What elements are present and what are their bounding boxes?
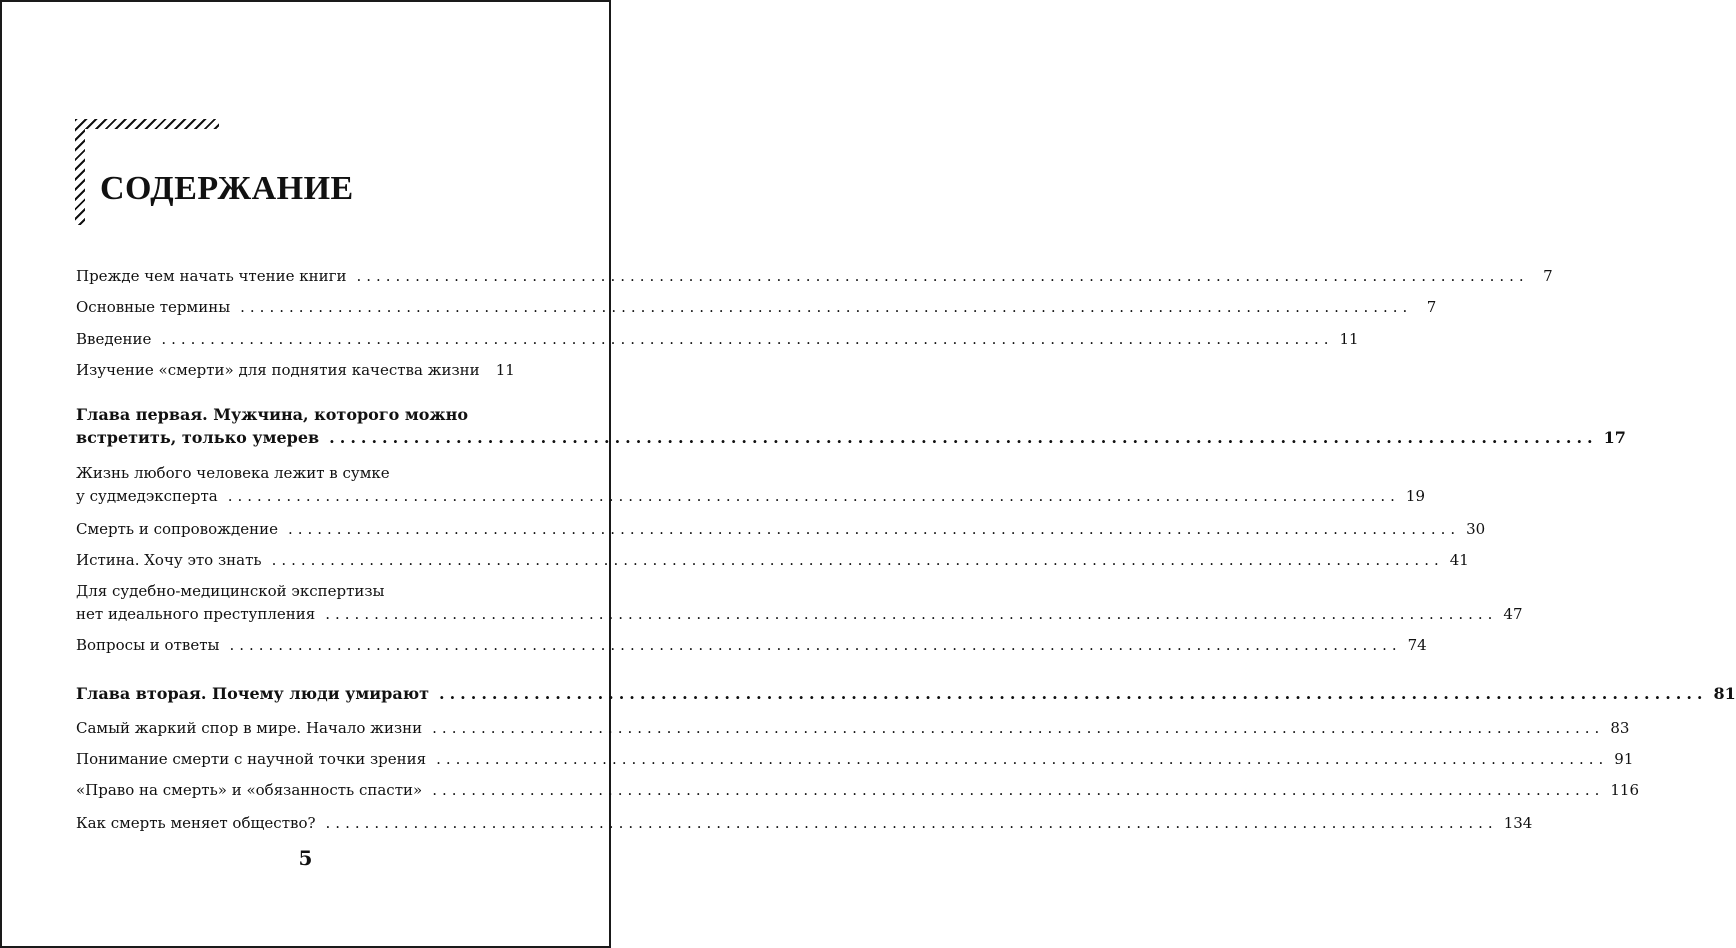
toc-page-number: 7 <box>1543 267 1553 285</box>
toc-entry-title: Истина. Хочу это знать <box>76 551 262 569</box>
leader-dots: ........................................................................................................................ <box>325 605 1498 623</box>
page-number: 5 <box>298 846 313 870</box>
leader-dots: ........................................................................................................................ <box>432 719 1605 737</box>
leader-dots: ........................................................................................................................ <box>325 814 1498 832</box>
toc-entry[interactable] <box>76 296 1437 319</box>
toc-entry[interactable] <box>76 748 1634 771</box>
toc-page-number: 116 <box>1610 781 1639 799</box>
leader-dots: ........................................................................................................................ <box>227 487 1400 505</box>
toc-entry[interactable] <box>76 779 1639 802</box>
toc-entry[interactable] <box>76 462 1425 508</box>
page-title: СОДЕРЖАНИЕ <box>100 170 354 207</box>
toc-entry[interactable] <box>76 717 1630 740</box>
toc-entry-title: встретить, только умерев <box>76 428 320 447</box>
toc-entry-title: Понимание смерти с научной точки зрения <box>76 750 427 768</box>
decorative-hatch-left <box>75 119 85 225</box>
leader-dots: ........................................................................................................................ <box>240 298 1413 316</box>
toc-page-number: 83 <box>1610 719 1630 737</box>
toc-entry[interactable] <box>76 328 1359 351</box>
toc-entry-title-line: Глава первая. Мужчина, которого можно <box>76 405 469 424</box>
toc-entry-title: Смерть и сопровождение <box>76 520 278 538</box>
toc-page-number: 19 <box>1405 487 1425 505</box>
toc-entry[interactable] <box>76 518 1486 541</box>
toc-entry-title: Прежде чем начать чтение книги <box>76 267 347 285</box>
toc-page-number: 17 <box>1603 428 1626 447</box>
leader-dots: ........................................................................................................................ <box>161 330 1334 348</box>
leader-dots: ........................................................................................................................ <box>439 684 1708 703</box>
toc-page-number: 74 <box>1407 636 1427 654</box>
toc-chapter-entry[interactable] <box>76 403 1626 449</box>
toc-entry-title: Самый жаркий спор в мире. Начало жизни <box>76 719 423 737</box>
toc-entry-title: нет идеального преступления <box>76 605 316 623</box>
toc-entry[interactable] <box>76 265 1553 288</box>
toc-entry[interactable] <box>76 359 515 382</box>
leader-dots: ........................................................................................................................ <box>436 750 1609 768</box>
toc-page-number: 30 <box>1466 520 1486 538</box>
toc-entry-title: Как смерть меняет общество? <box>76 814 316 832</box>
leader-dots: ........................................................................................................................ <box>271 551 1444 569</box>
toc-entry-title: Изучение «смерти» для поднятия качества жизни <box>76 361 480 379</box>
toc-page-number: 11 <box>1339 330 1359 348</box>
toc-entry[interactable] <box>76 812 1533 835</box>
toc-page-number: 47 <box>1503 605 1523 623</box>
leader-dots: ........................................................................................................................ <box>329 428 1598 447</box>
toc-page-number: 41 <box>1449 551 1469 569</box>
leader-dots: ........................................................................................................................ <box>432 781 1605 799</box>
toc-entry[interactable] <box>76 549 1469 572</box>
toc-entry-title: «Право на смерть» и «обязанность спасти» <box>76 781 423 799</box>
leader-dots: ........................................................................................................................ <box>229 636 1402 654</box>
toc-entry-title: Основные термины <box>76 298 231 316</box>
toc-entry-title-line: Для судебно-медицинской экспертизы <box>76 582 385 600</box>
toc-entry-title: Вопросы и ответы <box>76 636 220 654</box>
toc-page-number: 91 <box>1614 750 1634 768</box>
toc-entry[interactable] <box>76 580 1523 626</box>
toc-entry[interactable] <box>76 634 1427 657</box>
toc-entry-title: Введение <box>76 330 152 348</box>
toc-page-number: 11 <box>495 361 515 379</box>
toc-entry-title: у судмедэксперта <box>76 487 218 505</box>
toc-page-number: 7 <box>1426 298 1437 316</box>
toc-page-number: 134 <box>1503 814 1533 832</box>
toc-entry-title-line: Жизнь любого человека лежит в сумке <box>76 464 390 482</box>
decorative-hatch-top <box>75 119 219 129</box>
toc-page-number: 81 <box>1713 684 1736 703</box>
leader-dots: ........................................................................................................................ <box>287 520 1461 538</box>
toc-chapter-entry[interactable] <box>76 682 1736 705</box>
leader-dots: ........................................................................................................................ <box>356 267 1529 285</box>
toc-entry-title: Глава вторая. Почему люди умирают <box>76 684 430 703</box>
